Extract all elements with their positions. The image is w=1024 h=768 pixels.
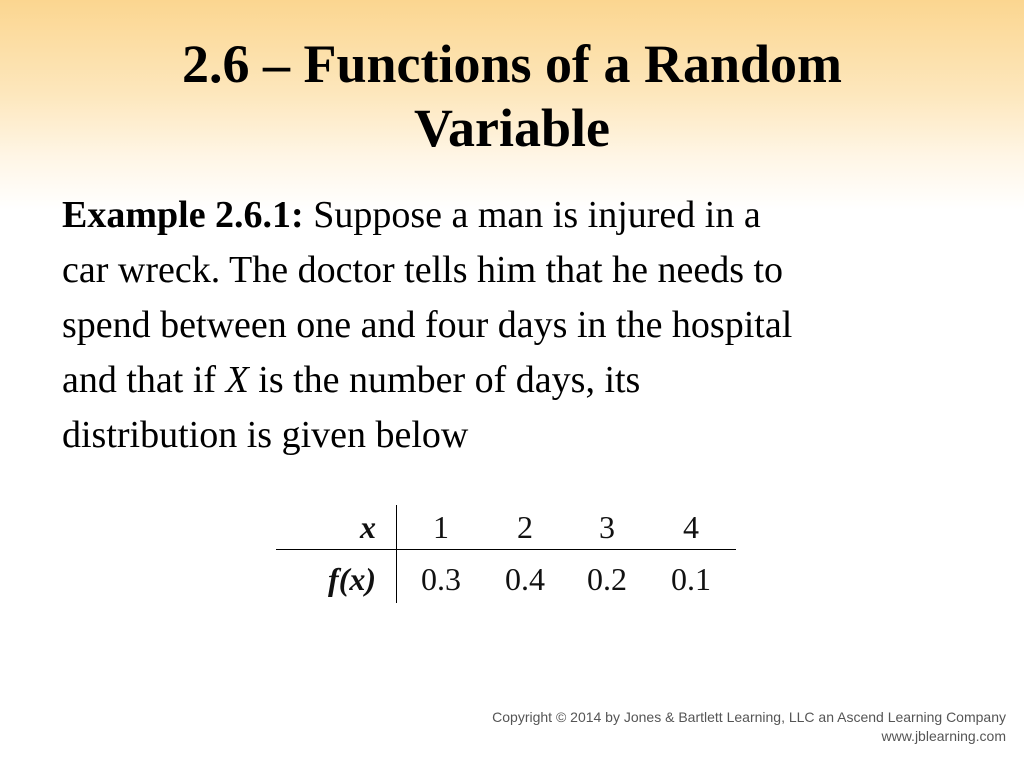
paragraph-line-4 <box>62 353 962 408</box>
paragraph-line-4-text-a: and that if <box>62 359 226 401</box>
table-x-value: 1 <box>433 509 449 545</box>
paragraph-line-1 <box>62 188 962 243</box>
paragraph-line-1-text: Suppose a man is injured in a <box>303 194 761 236</box>
paragraph-line-5: distribution is given below <box>62 414 469 456</box>
table-x-value: 3 <box>599 509 615 545</box>
paragraph-line-2: car wreck. The doctor tells him that he needs to <box>62 249 784 291</box>
copyright-text: Copyright © 2014 by Jones & Bartlett Learning, LLC an Ascend Learning Company <box>492 709 1006 725</box>
paragraph-line-3: spend between one and four days in the hospital <box>62 304 793 346</box>
table-probability-value: 0.4 <box>505 561 545 597</box>
random-variable-symbol: X <box>225 359 249 401</box>
slide-title-line-1: 2.6 – Functions of a Random <box>181 34 843 94</box>
table-x-value: 2 <box>517 509 533 545</box>
table-vertical-divider <box>396 505 397 603</box>
copyright-footer <box>492 708 1006 746</box>
table-horizontal-divider <box>276 549 736 550</box>
table-probability-value: 0.2 <box>587 561 627 597</box>
table-x-value: 4 <box>683 509 699 545</box>
distribution-table <box>276 505 736 603</box>
slide-title <box>0 32 1024 160</box>
table-probability-value: 0.3 <box>421 561 461 597</box>
table-probability-value: 0.1 <box>671 561 711 597</box>
example-paragraph <box>62 188 962 463</box>
table-header-x: x <box>360 509 376 545</box>
table-header-fx: f(x) <box>328 561 376 597</box>
website-text: www.jblearning.com <box>881 728 1006 744</box>
paragraph-line-4-text-b: is the number of days, its <box>248 359 641 401</box>
example-label: Example 2.6.1: <box>62 194 304 236</box>
slide-title-line-2: Variable <box>413 98 610 158</box>
